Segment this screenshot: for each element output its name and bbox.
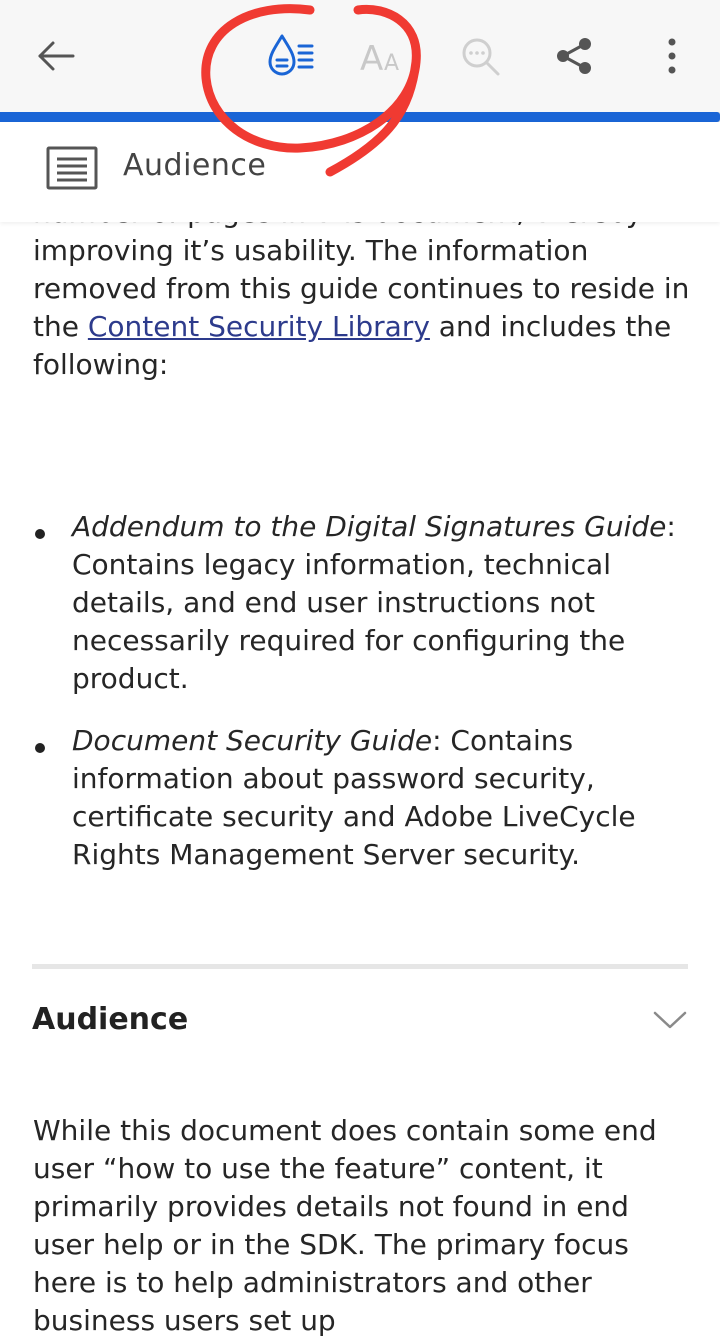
top-toolbar xyxy=(0,0,720,112)
list-item-text: Contains information about password security, certificate security and Adobe LiveCycle Rights Management Server security. xyxy=(72,724,636,871)
current-section-title: Audience xyxy=(123,148,267,183)
back-button[interactable] xyxy=(32,32,80,80)
bullet-dot xyxy=(35,743,45,753)
text-size-glyph-small: A xyxy=(384,51,400,76)
search-icon xyxy=(458,34,502,78)
list-item-title: Addendum to the Digital Signatures Guide xyxy=(72,510,667,543)
guide-list xyxy=(33,508,693,874)
content-security-library-link[interactable]: Content Security Library xyxy=(87,310,430,343)
list-item-text: Contains legacy information, technical details, and end user instructions not necessarily required for configuring the product. xyxy=(72,548,626,695)
audience-section-header[interactable] xyxy=(32,996,688,1042)
intro-line-4: the xyxy=(33,310,88,343)
liquid-mode-button[interactable] xyxy=(266,32,314,80)
intro-line-5: following: xyxy=(33,348,169,381)
liquid-mode-icon xyxy=(264,32,316,80)
back-arrow-icon xyxy=(36,40,76,72)
share-icon xyxy=(554,36,594,76)
text-size-icon xyxy=(356,32,408,80)
intro-line-2: improving it’s usability. The information xyxy=(33,234,589,267)
toc-bar[interactable] xyxy=(0,122,720,222)
chevron-down-icon[interactable] xyxy=(652,1004,688,1034)
text-size-button[interactable] xyxy=(358,32,406,80)
more-options-button[interactable] xyxy=(648,32,696,80)
reading-progress-fill xyxy=(0,112,720,122)
reading-progress-bar xyxy=(0,112,720,122)
list-item xyxy=(33,722,693,874)
list-item xyxy=(33,508,693,698)
text-size-glyph-large: A xyxy=(360,39,384,79)
list-item-separator: : xyxy=(666,510,676,543)
list-item-separator: : xyxy=(432,724,442,757)
intro-line-3: removed from this guide continues to reside in xyxy=(33,272,690,305)
section-title: Audience xyxy=(32,1001,189,1037)
table-of-contents-icon[interactable] xyxy=(46,146,98,190)
share-button[interactable] xyxy=(550,32,598,80)
intro-line-4-tail: and includes the xyxy=(429,310,672,343)
list-item-title: Document Security Guide xyxy=(72,724,433,757)
search-button[interactable] xyxy=(456,32,504,80)
more-vert-icon xyxy=(666,36,678,76)
section-divider xyxy=(32,964,688,969)
intro-paragraph xyxy=(33,194,693,384)
bullet-dot xyxy=(35,529,45,539)
audience-paragraph: While this document does contain some end user “how to use the feature” content, it primarily provides details not found in end user help or in the SDK. The primary focus here is to help administrators and other business users set up xyxy=(33,1114,657,1337)
